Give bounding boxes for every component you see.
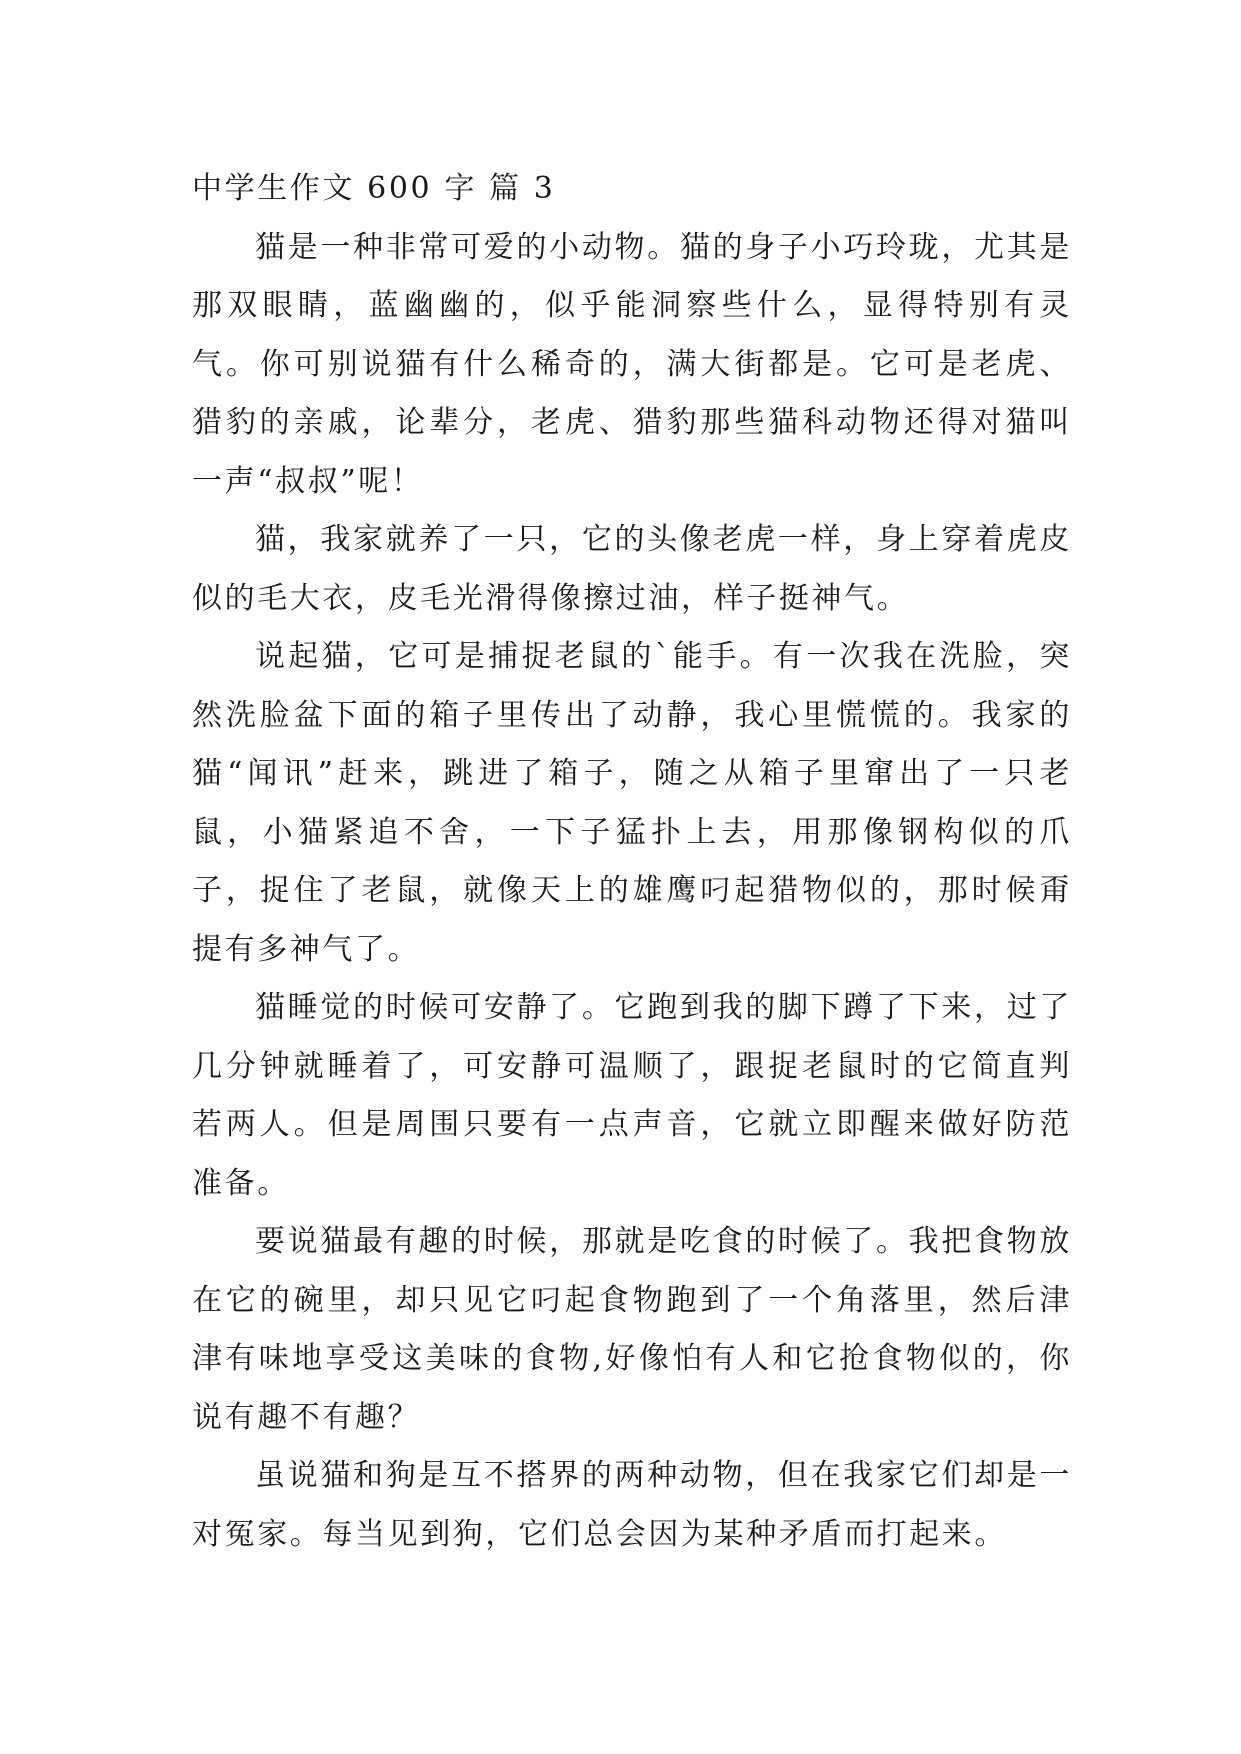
paragraph-4: 猫睡觉的时候可安静了。它跑到我的脚下蹲了下来，过了几分钟就睡着了，可安静可温顺了，跟捉老鼠时的它简直判若两人。但是周围只要有一点声音，它就立即醒来做好防范准备。 — [192, 990, 1072, 1201]
paragraph-2: 猫，我家就养了一只，它的头像老虎一样，身上穿着虎皮似的毛大衣，皮毛光滑得像擦过油，样子挺神气。 — [192, 522, 1072, 616]
essay-body — [192, 160, 1072, 1564]
paragraph-6: 虽说猫和狗是互不搭界的两种动物，但在我家它们却是一对冤家。每当见到狗，它们总会因为某种矛盾而打起来。 — [192, 1458, 1072, 1552]
paragraph-1: 猫是一种非常可爱的小动物。猫的身子小巧玲珑，尤其是那双眼睛，蓝幽幽的，似乎能洞察些什么，显得特别有灵气。你可别说猫有什么稀奇的，满大街都是。它可是老虎、猎豹的亲戚，论辈分，老虎、猎豹那些猫科动物还得对猫叫一声“叔叔”呢！ — [192, 229, 1072, 499]
essay-title: 中学生作文 600 字 篇 3 — [192, 171, 556, 206]
paragraph-3: 说起猫，它可是捕捉老鼠的`能手。有一次我在洗脸，突然洗脸盆下面的箱子里传出了动静，我心里慌慌的。我家的猫“闻讯”赶来，跳进了箱子，随之从箱子里窜出了一只老鼠，小猫紧追不舍，一下子猛扑上去，用那像钢构似的爪子，捉住了老鼠，就像天上的雄鹰叼起猎物似的，那时候甭提有多神气了。 — [192, 639, 1072, 967]
paragraph-5: 要说猫最有趣的时候，那就是吃食的时候了。我把食物放在它的碗里，却只见它叼起食物跑到了一个角落里，然后津津有味地享受这美味的食物,好像怕有人和它抢食物似的，你说有趣不有趣？ — [192, 1224, 1072, 1435]
